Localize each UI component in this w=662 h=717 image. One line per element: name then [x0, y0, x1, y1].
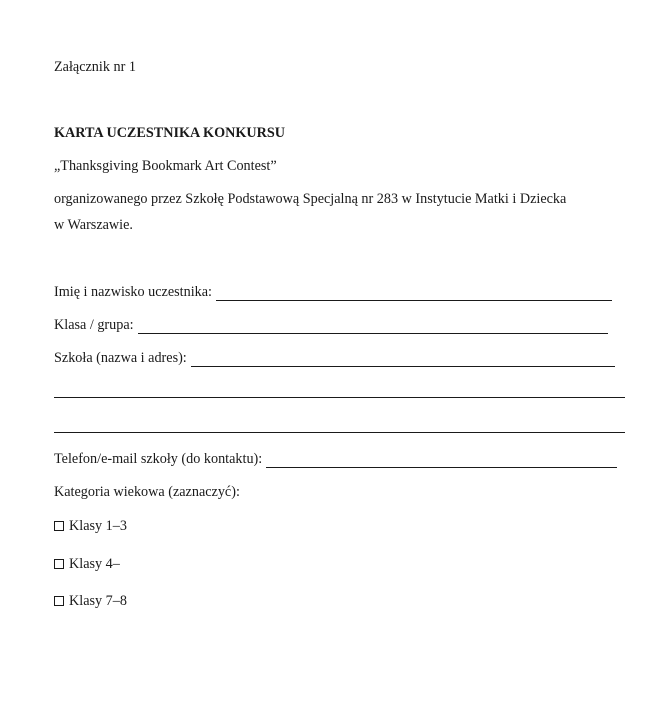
school-field[interactable] [54, 349, 615, 367]
category-option-2[interactable] [54, 555, 120, 573]
class-group-line[interactable] [138, 319, 608, 334]
checkbox-icon[interactable] [54, 596, 64, 606]
class-group-label: Klasa / grupa: [54, 317, 134, 333]
category-option-label: Klasy 4– [69, 556, 120, 572]
participant-name-label: Imię i nazwisko uczestnika: [54, 284, 212, 300]
category-option-label: Klasy 7–8 [69, 593, 127, 609]
category-label: Kategoria wiekowa (zaznaczyć): [54, 484, 240, 500]
form-heading: KARTA UCZESTNIKA KONKURSU [54, 125, 286, 141]
class-group-field[interactable] [54, 316, 608, 334]
school-line[interactable] [191, 352, 615, 367]
category-option-1[interactable] [54, 517, 127, 535]
school-label: Szkoła (nazwa i adres): [54, 350, 187, 366]
contact-field[interactable] [54, 450, 617, 468]
attachment-label: Załącznik nr 1 [54, 59, 136, 75]
category-option-3[interactable] [54, 592, 127, 610]
participant-name-field[interactable] [54, 283, 612, 301]
organizer-line-2: w Warszawie. [54, 217, 133, 233]
checkbox-icon[interactable] [54, 559, 64, 569]
contact-line[interactable] [266, 453, 617, 468]
participant-name-line[interactable] [216, 286, 612, 301]
school-address-line-1[interactable] [54, 397, 625, 398]
category-option-label: Klasy 1–3 [69, 518, 127, 534]
school-address-line-2[interactable] [54, 432, 625, 433]
contest-name: „Thanksgiving Bookmark Art Contest” [54, 158, 277, 174]
organizer-line-1: organizowanego przez Szkołę Podstawową Specjalną nr 283 w Instytucie Matki i Dziecka [54, 191, 567, 207]
checkbox-icon[interactable] [54, 521, 64, 531]
contact-label: Telefon/e-mail szkoły (do kontaktu): [54, 451, 263, 467]
